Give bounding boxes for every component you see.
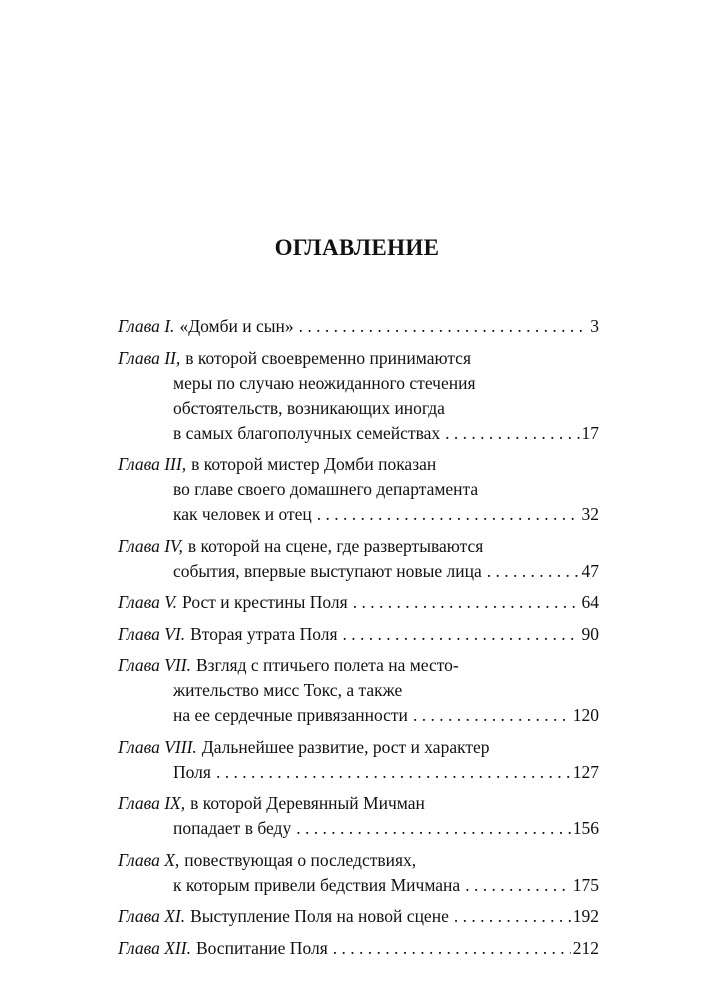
page-number: 175 (572, 874, 599, 895)
page-number: 47 (581, 560, 599, 581)
chapter-number: Глава II, (118, 347, 181, 368)
chapter-title: к которым привели бедствия Мичмана (173, 874, 461, 895)
page-title: ОГЛАВЛЕНИЕ (274, 235, 440, 260)
dot-leader (353, 590, 580, 615)
chapter-title: Дальнейшее развитие, рост и характер (201, 736, 490, 757)
dot-leader (216, 760, 571, 785)
dot-leader (413, 703, 571, 728)
toc-line (118, 346, 599, 371)
chapter-title: Взгляд с птичьего полета на место- (195, 655, 459, 675)
toc-entry-1[interactable] (118, 314, 599, 339)
chapter-number: Глава XI. (118, 906, 186, 926)
toc-entry-6[interactable] (118, 622, 599, 647)
chapter-title: в которой Деревянный Мичман (190, 793, 425, 813)
toc-line (118, 760, 599, 785)
dot-leader (445, 421, 579, 446)
chapter-title: Рост и крестины Поля (182, 592, 348, 612)
toc-entry-12[interactable] (118, 936, 599, 961)
toc-line (118, 873, 599, 898)
toc-line (118, 703, 599, 728)
chapter-number: Глава V. (118, 592, 178, 612)
table-of-contents (118, 314, 599, 967)
toc-line (118, 936, 599, 961)
dot-leader (487, 559, 580, 584)
chapter-title: в которой мистер Домби показан (191, 454, 437, 474)
chapter-title: меры по случаю неожиданного стечения (173, 372, 476, 393)
toc-entry-4[interactable] (118, 534, 599, 584)
chapter-title: во главе своего домашнего департамента (173, 479, 479, 499)
dot-leader (343, 622, 580, 647)
dot-leader (333, 936, 571, 961)
dot-leader (465, 873, 571, 898)
chapter-title: в которой на сцене, где развертываются (187, 535, 484, 556)
chapter-number: Глава I. (118, 316, 175, 336)
chapter-title: в самых благополучных семействах (173, 422, 441, 443)
chapter-title: жительство мисс Токс, а также (173, 680, 403, 700)
toc-line (118, 590, 599, 615)
chapter-number: Глава VII. (118, 655, 191, 675)
page-number: 17 (581, 422, 599, 443)
toc-line (118, 421, 599, 446)
toc-line (118, 559, 599, 584)
toc-line (118, 678, 599, 703)
toc-line (118, 622, 599, 647)
toc-entry-5[interactable] (118, 590, 599, 615)
toc-entry-11[interactable] (118, 904, 599, 929)
page-number: 212 (572, 937, 599, 958)
chapter-title: как человек и отец (173, 504, 312, 524)
chapter-title: в которой своевременно принимаются (185, 347, 472, 368)
toc-entry-9[interactable] (118, 791, 599, 841)
chapter-title: повествующая о последствиях, (184, 849, 417, 870)
toc-line (118, 314, 599, 339)
toc-line (118, 816, 599, 841)
page-number: 64 (581, 592, 599, 612)
chapter-number: Глава VI. (118, 623, 186, 644)
dot-leader (299, 314, 589, 339)
dot-leader (454, 904, 571, 929)
page-number: 192 (572, 906, 599, 926)
chapter-title: события, впервые выступают новые лица (173, 560, 482, 581)
chapter-title: попадает в беду (173, 818, 292, 838)
page-number: 32 (581, 504, 599, 524)
page-number: 156 (572, 818, 599, 838)
toc-line (118, 371, 599, 396)
toc-entry-8[interactable] (118, 735, 599, 785)
chapter-title: Поля (173, 761, 211, 782)
toc-line (118, 452, 599, 477)
toc-entry-7[interactable] (118, 653, 599, 728)
toc-line (118, 848, 599, 873)
toc-line (118, 904, 599, 929)
dot-leader (296, 816, 571, 841)
toc-line (118, 653, 599, 678)
toc-entry-3[interactable] (118, 452, 599, 527)
toc-line (118, 477, 599, 502)
page-number: 120 (572, 705, 599, 725)
dot-leader (317, 502, 580, 527)
chapter-number: Глава XII. (118, 937, 191, 958)
chapter-title: Вторая утрата Поля (190, 623, 338, 644)
toc-entry-10[interactable] (118, 848, 599, 898)
chapter-number: Глава VIII. (118, 736, 197, 757)
toc-line (118, 502, 599, 527)
chapter-title: Выступление Поля на новой сцене (190, 906, 449, 926)
chapter-title: на ее сердечные привязанности (173, 705, 408, 725)
toc-line (118, 735, 599, 760)
page-number: 3 (590, 316, 599, 336)
chapter-number: Глава IX, (118, 793, 186, 813)
toc-entry-2[interactable] (118, 346, 599, 446)
toc-line (118, 791, 599, 816)
chapter-title: «Домби и сын» (179, 316, 294, 336)
chapter-number: Глава X, (118, 849, 180, 870)
chapter-number: Глава IV, (118, 535, 183, 556)
chapter-title: обстоятельств, возникающих иногда (173, 397, 445, 418)
chapter-number: Глава III, (118, 454, 187, 474)
chapter-title: Воспитание Поля (195, 937, 328, 958)
page-number: 90 (581, 623, 599, 644)
page-number: 127 (572, 761, 599, 782)
toc-line (118, 396, 599, 421)
toc-line (118, 534, 599, 559)
